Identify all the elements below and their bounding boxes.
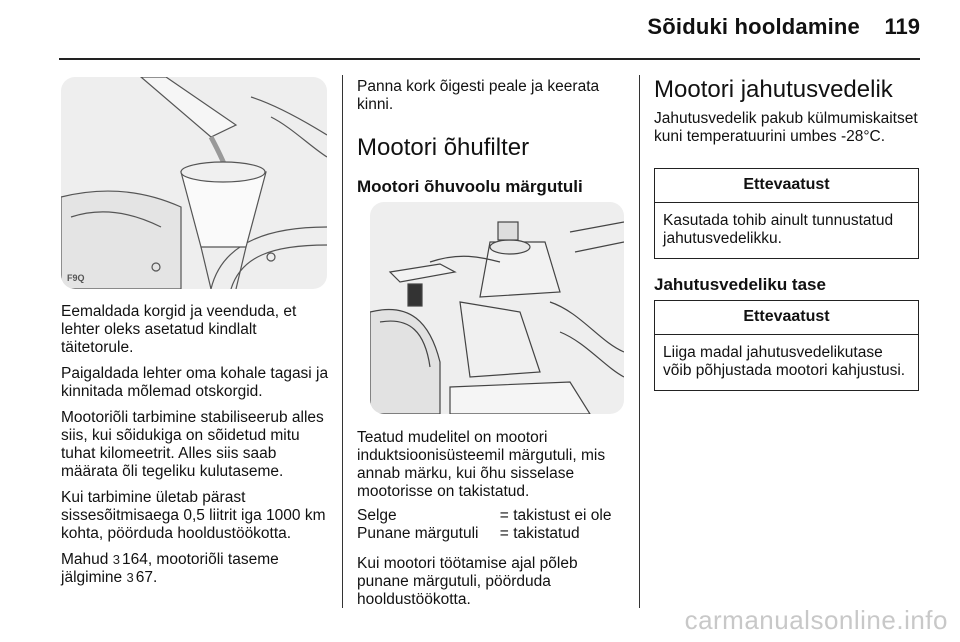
paragraph: Kui tarbimine ületab pärast sissesõitmisaega 0,5 liitrit iga 1000 km kohta, pöörduda hooldustöökotta. [61, 489, 326, 542]
caution-box [654, 168, 919, 259]
status-label: Selge [357, 507, 397, 524]
page-header-title: Sõiduki hooldamine [647, 14, 860, 39]
status-label: Punane märgutuli [357, 525, 479, 542]
oil-funnel-illustration [61, 77, 327, 289]
xref-suffix: 67. [135, 569, 158, 586]
paragraph: Jahutusvedelik pakub külmumiskaitset kuni temperatuurini umbes -28°C. [654, 110, 918, 145]
middle-column-bottom [357, 429, 625, 617]
xref-prefix: Mahud [61, 551, 109, 568]
page-number: 119 [884, 14, 920, 39]
cross-reference-paragraph [61, 551, 331, 587]
caution-text: Kasutada tohib ainult tunnustatud jahutusvedelikku. [663, 212, 894, 247]
watermark: carmanualsonline.info [684, 605, 948, 635]
subsection-title-airflow-indicator: Mootori õhuvoolu märgutuli [357, 177, 583, 196]
paragraph: Mootoriõli tarbimine stabiliseerub alles siis, kui sõidukiga on sõidetud mitu tuhat kilomeetrit. Alles siis saab määrata õli tegeliku kulutaseme. [61, 409, 324, 480]
status-value: takistatud [513, 525, 580, 542]
table-row [357, 507, 625, 525]
caution-heading: Ettevaatust [655, 301, 918, 335]
engine-bay-illustration [370, 202, 624, 414]
equals-sign: = [499, 507, 509, 524]
section-title-air-filter: Mootori õhufilter [357, 134, 530, 161]
table-row [357, 525, 625, 543]
header-rule [59, 58, 920, 60]
xref-arrow-icon[interactable]: 3 [126, 570, 134, 585]
equals-sign: = [499, 525, 509, 542]
paragraph: Eemaldada korgid ja veenduda, et lehter oleks asetatud kindlalt täitetorule. [61, 303, 297, 356]
paragraph: Kui mootori töötamise ajal põleb punane märgutuli, pöörduda hooldustöökotta. [357, 555, 578, 608]
left-column-text [61, 303, 331, 595]
right-column-subsection [654, 274, 920, 296]
paragraph: Panna kork õigesti peale ja keerata kinni. [357, 78, 600, 113]
column-divider-left [342, 75, 343, 608]
caution-heading: Ettevaatust [655, 169, 918, 203]
subsection-title-coolant-level: Jahutusvedeliku tase [654, 275, 826, 294]
column-divider-right [639, 75, 640, 608]
caution-box [654, 300, 919, 391]
indicator-status-table [357, 507, 625, 543]
paragraph: Teatud mudelitel on mootori induktsioonisüsteemil märgutuli, mis annab märku, kui õhu sisselase mootorisse on takistatud. [357, 429, 606, 500]
section-title-coolant: Mootori jahutusvedelik [654, 76, 893, 103]
middle-column-top [357, 78, 625, 198]
paragraph: Paigaldada lehter oma kohale tagasi ja kinnitada mõlemad otskorgid. [61, 365, 329, 400]
xref-text: 164, mootoriõli taseme jälgimine [61, 551, 279, 586]
figure-code: F9Q [67, 273, 85, 283]
caution-text: Liiga madal jahutusvedelikutase võib põhjustada mootori kahjustusi. [663, 344, 906, 379]
xref-arrow-icon[interactable]: 3 [112, 552, 120, 567]
status-value: takistust ei ole [513, 507, 612, 524]
right-column-top [654, 76, 920, 154]
